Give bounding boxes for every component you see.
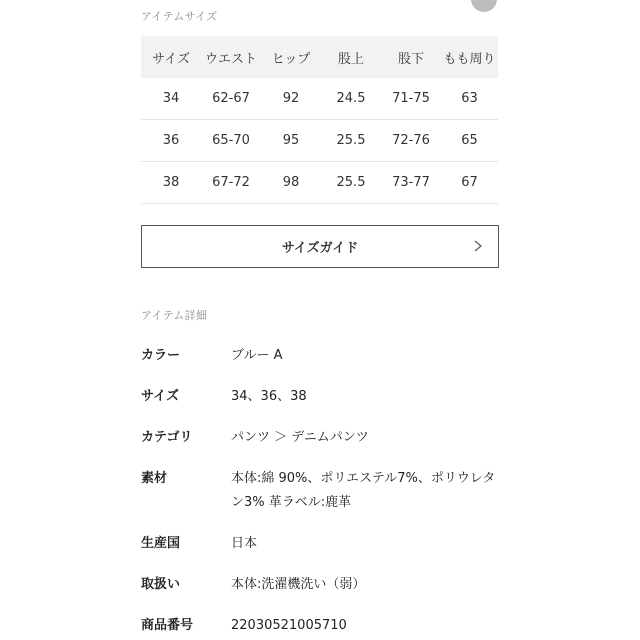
- table-cell: 34: [141, 78, 201, 120]
- item-size-heading: アイテムサイズ: [141, 10, 218, 23]
- table-cell: 38: [141, 162, 201, 204]
- table-row: [141, 162, 498, 204]
- detail-key: 取扱い: [141, 577, 181, 592]
- size-guide-label: サイズガイド: [281, 241, 359, 256]
- table-row: [141, 78, 498, 120]
- detail-value: パンツ ＞ デニムパンツ: [231, 430, 369, 445]
- detail-key: カラー: [141, 348, 181, 363]
- detail-value: 本体:綿 90%、ポリエステル7%、ポリウレタン3% 革ラベル:鹿革: [231, 471, 496, 510]
- header-size: サイズ: [141, 36, 201, 78]
- table-cell: 65: [441, 120, 498, 162]
- detail-value: 本体:洗濯機洗い（弱）: [231, 577, 366, 592]
- header-thigh: もも周り: [441, 36, 498, 78]
- table-cell: 24.5: [321, 78, 381, 120]
- table-cell: 36: [141, 120, 201, 162]
- table-cell: 25.5: [321, 162, 381, 204]
- table-cell: 71-75: [381, 78, 441, 120]
- table-cell: 63: [441, 78, 498, 120]
- chevron-right-icon: [472, 240, 484, 252]
- table-cell: 67: [441, 162, 498, 204]
- table-cell: 73-77: [381, 162, 441, 204]
- size-table: [141, 36, 498, 204]
- table-cell: 98: [261, 162, 321, 204]
- detail-value: 日本: [231, 536, 258, 551]
- detail-value: 22030521005710: [231, 618, 347, 633]
- table-row: [141, 120, 498, 162]
- table-cell: 67-72: [201, 162, 261, 204]
- detail-key: カテゴリ: [141, 430, 193, 445]
- table-cell: 65-70: [201, 120, 261, 162]
- header-waist: ウエスト: [201, 36, 261, 78]
- size-guide-button[interactable]: [141, 225, 499, 268]
- table-cell: 95: [261, 120, 321, 162]
- detail-value: 34、36、38: [231, 389, 307, 404]
- size-table-header: [141, 36, 498, 78]
- detail-key: 素材: [141, 471, 168, 486]
- header-rise: 股上: [321, 36, 381, 78]
- detail-key: 商品番号: [141, 618, 194, 633]
- table-cell: 92: [261, 78, 321, 120]
- item-detail-heading: アイテム詳細: [141, 309, 208, 322]
- header-hip: ヒップ: [261, 36, 321, 78]
- table-cell: 25.5: [321, 120, 381, 162]
- table-cell: 72-76: [381, 120, 441, 162]
- detail-value: ブルー A: [231, 348, 283, 363]
- header-inseam: 股下: [381, 36, 441, 78]
- detail-key: サイズ: [141, 389, 179, 404]
- scroll-indicator: [471, 0, 497, 12]
- table-cell: 62-67: [201, 78, 261, 120]
- detail-key: 生産国: [141, 536, 181, 551]
